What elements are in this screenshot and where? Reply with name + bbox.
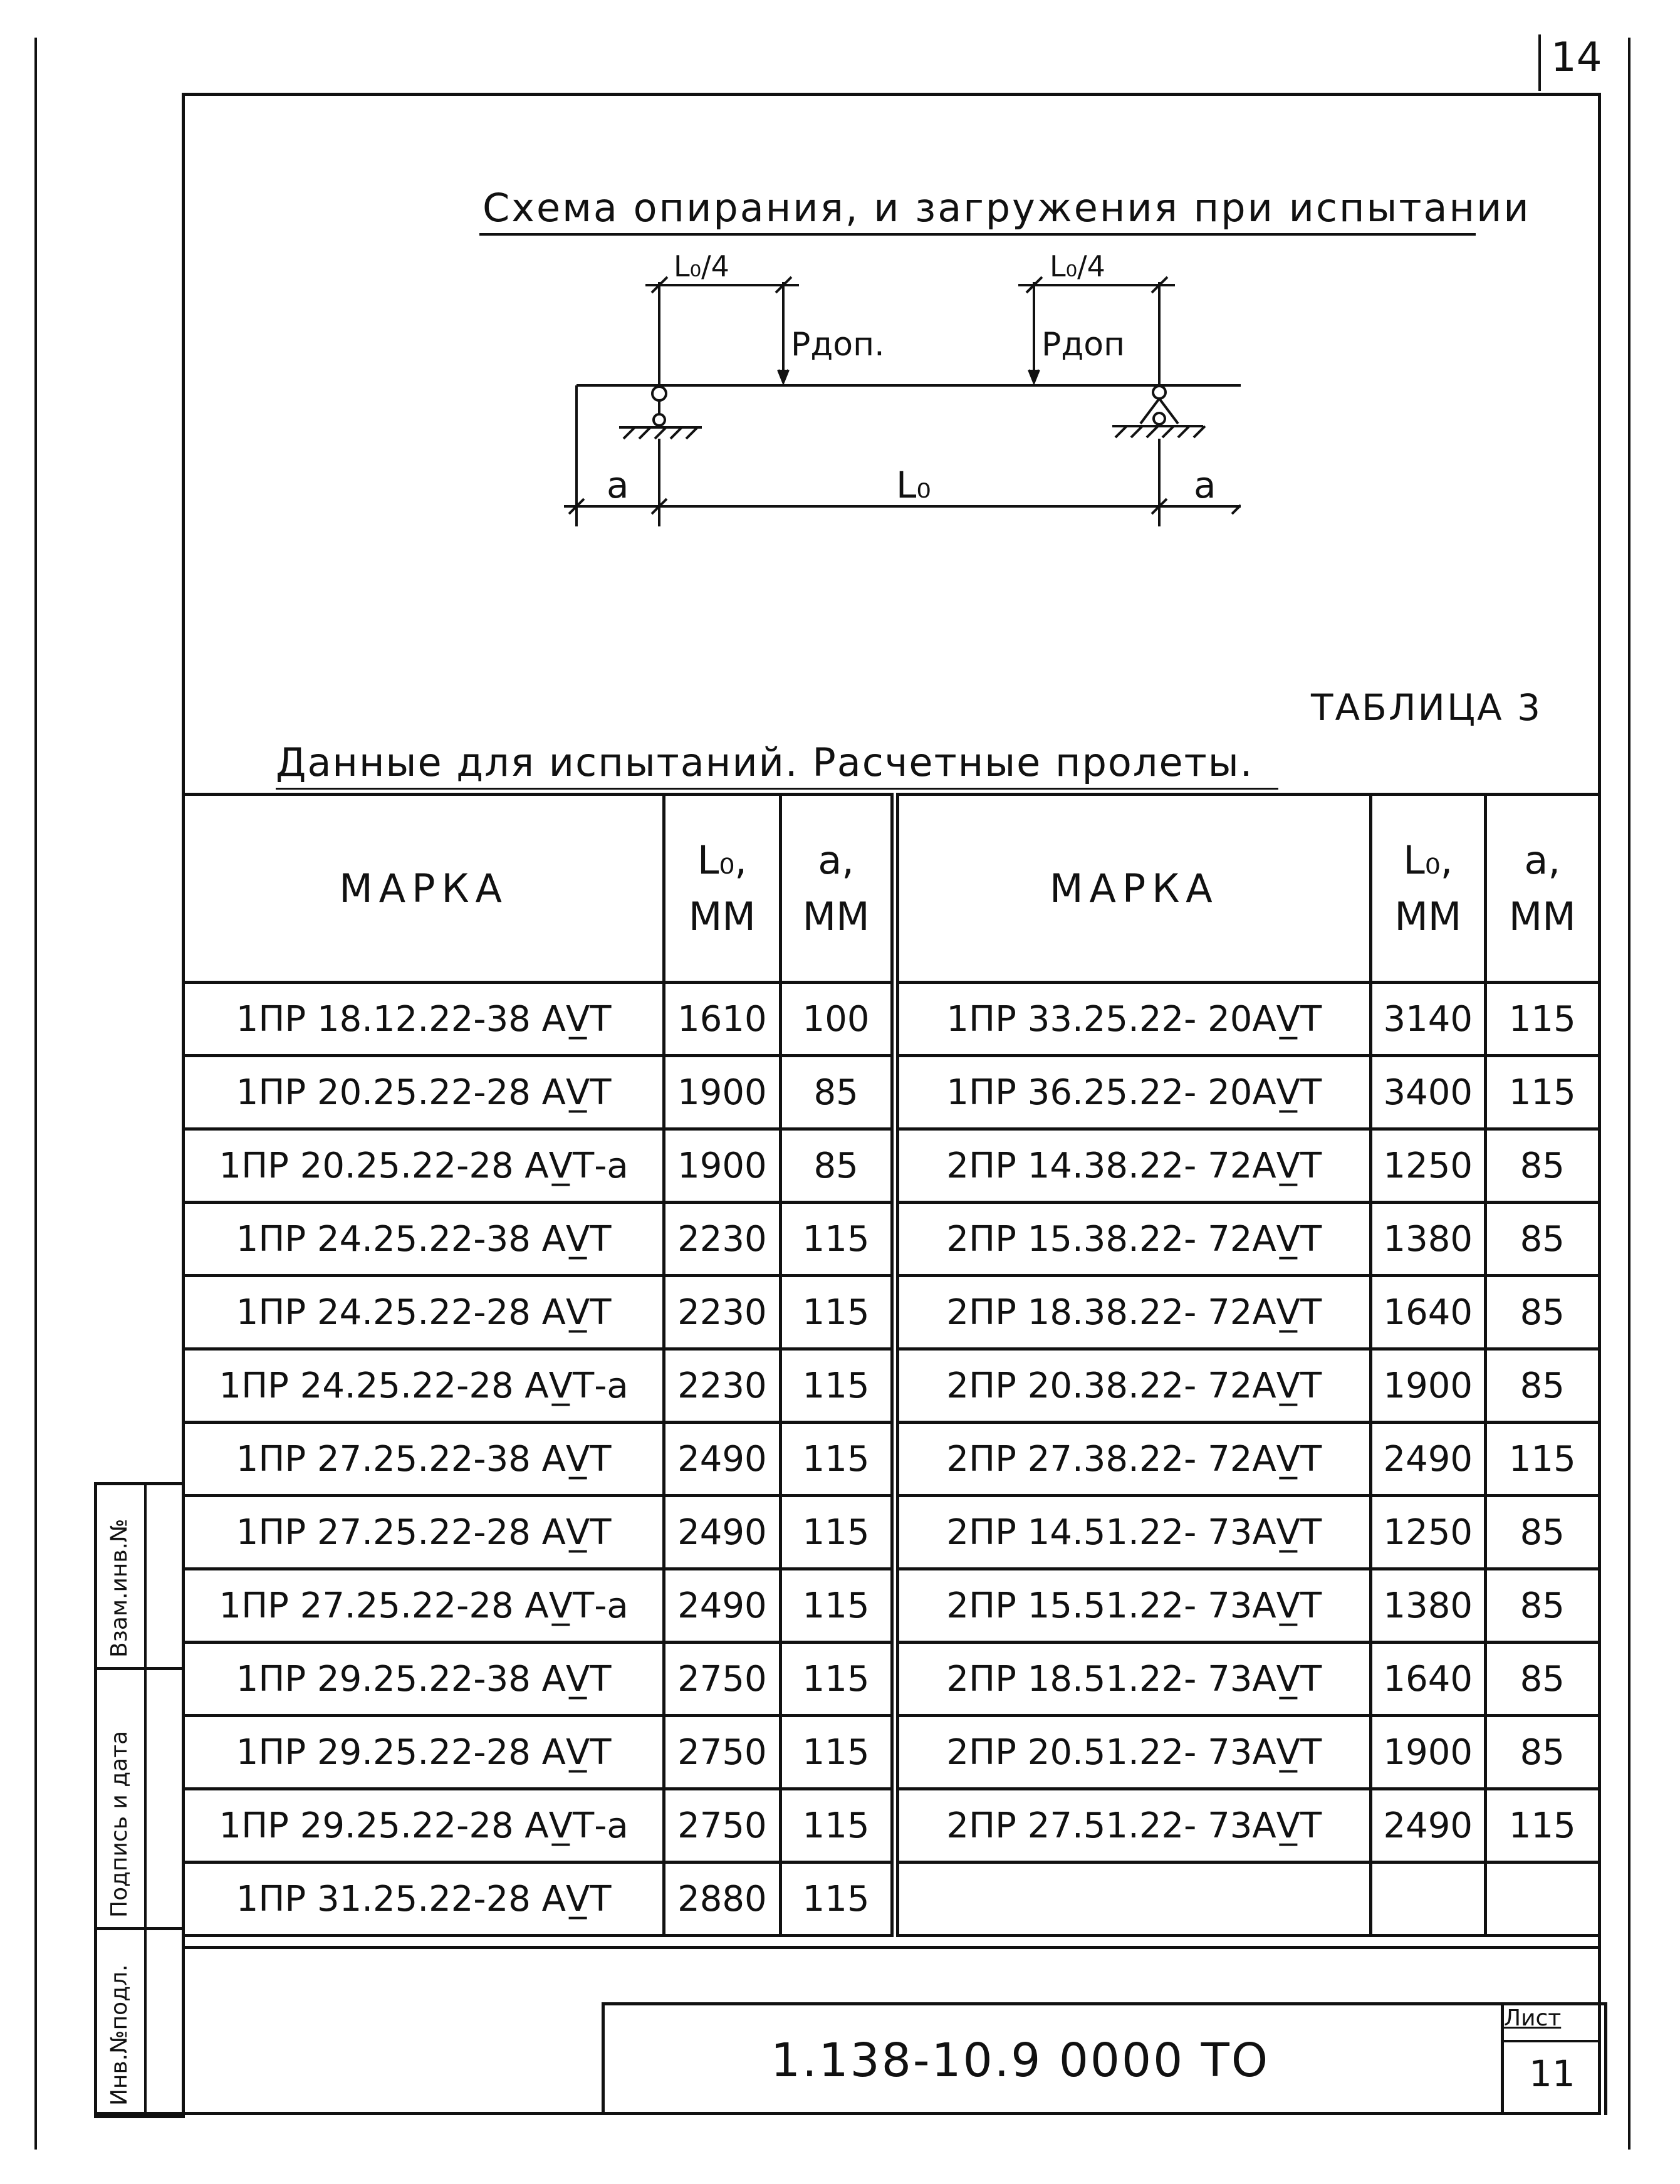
left-a-cell: 115 [780, 1863, 894, 1936]
left-l0-cell: 2750 [664, 1716, 780, 1789]
right-l0-cell: 1640 [1371, 1276, 1485, 1349]
page-number-divider [1538, 34, 1541, 91]
right-mark-cell [895, 1863, 1371, 1936]
right-a-cell: 85 [1485, 1569, 1599, 1643]
right-a-cell: 85 [1485, 1129, 1599, 1203]
stamp-divider-1 [94, 1667, 182, 1670]
right-margin-line [1628, 38, 1630, 2150]
right-l0-cell: 1900 [1371, 1349, 1485, 1423]
table-caption: Данные для испытаний. Расчетные пролеты. [276, 739, 1254, 785]
load-right-label: Pдоп [1041, 326, 1125, 363]
left-a-cell: 115 [780, 1349, 894, 1423]
right-mark-cell: 2ПР 14.38.22- 72АV̲Т [895, 1129, 1371, 1203]
left-l0-cell: 1900 [664, 1129, 780, 1203]
right-mark-cell: 2ПР 15.38.22- 72АV̲Т [895, 1203, 1371, 1276]
span-label: L₀ [896, 464, 931, 506]
left-mark-cell: 1ПР 18.12.22-38 АV̲Т [184, 983, 664, 1056]
table-row [184, 1056, 1600, 1129]
table-row [184, 1496, 1600, 1569]
right-a-cell [1485, 1863, 1599, 1936]
table-row [184, 1349, 1600, 1423]
right-support-icon [1112, 386, 1205, 437]
right-mark-cell: 2ПР 18.38.22- 72АV̲Т [895, 1276, 1371, 1349]
right-mark-cell: 2ПР 14.51.22- 73АV̲Т [895, 1496, 1371, 1569]
right-a-cell: 85 [1485, 1203, 1599, 1276]
table-row [184, 1716, 1600, 1789]
left-l0-cell: 2230 [664, 1349, 780, 1423]
load-offset-right-label: L₀/4 [1050, 249, 1105, 283]
left-mark-cell: 1ПР 24.25.22-28 АV̲Т-а [184, 1349, 664, 1423]
left-margin-line [34, 38, 37, 2150]
stamp-replace-inv: Взам.инв.№ [107, 1518, 132, 1658]
right-mark-cell: 2ПР 20.38.22- 72АV̲Т [895, 1349, 1371, 1423]
header-mark-right: МАРКА [895, 795, 1371, 983]
table-header-row [184, 795, 1600, 983]
left-a-cell: 115 [780, 1643, 894, 1716]
header-a-right: a, ММ [1485, 795, 1599, 983]
left-a-cell: 115 [780, 1716, 894, 1789]
document-code: 1.138-10.9 0000 ТО [771, 2034, 1270, 2087]
left-a-cell: 85 [780, 1129, 894, 1203]
left-l0-cell: 2750 [664, 1643, 780, 1716]
left-a-cell: 115 [780, 1203, 894, 1276]
right-a-cell: 115 [1485, 1056, 1599, 1129]
left-l0-cell: 2750 [664, 1789, 780, 1863]
right-l0-cell: 1900 [1371, 1716, 1485, 1789]
right-l0-cell: 3140 [1371, 983, 1485, 1056]
left-l0-cell: 2490 [664, 1423, 780, 1496]
left-mark-cell: 1ПР 24.25.22-38 АV̲Т [184, 1203, 664, 1276]
left-mark-cell: 1ПР 24.25.22-28 АV̲Т [184, 1276, 664, 1349]
right-l0-cell: 1380 [1371, 1203, 1485, 1276]
right-mark-cell: 2ПР 27.38.22- 72АV̲Т [895, 1423, 1371, 1496]
left-a-cell: 115 [780, 1423, 894, 1496]
right-a-cell: 85 [1485, 1716, 1599, 1789]
table-row [184, 1129, 1600, 1203]
header-mark-left: МАРКА [184, 795, 664, 983]
right-l0-cell: 1640 [1371, 1643, 1485, 1716]
overhang-left-label: a [607, 464, 629, 506]
sheet-box-divider [1501, 2040, 1601, 2042]
table-row [184, 1789, 1600, 1863]
right-mark-cell: 1ПР 33.25.22- 20АV̲Т [895, 983, 1371, 1056]
table-row [184, 1643, 1600, 1716]
left-l0-cell: 2490 [664, 1496, 780, 1569]
left-a-cell: 115 [780, 1276, 894, 1349]
left-mark-cell: 1ПР 29.25.22-28 АV̲Т [184, 1716, 664, 1789]
right-l0-cell: 1380 [1371, 1569, 1485, 1643]
left-support-icon [619, 387, 702, 439]
left-a-cell: 115 [780, 1569, 894, 1643]
right-mark-cell: 2ПР 27.51.22- 73АV̲Т [895, 1789, 1371, 1863]
left-mark-cell: 1ПР 29.25.22-38 АV̲Т [184, 1643, 664, 1716]
table-row [184, 1863, 1600, 1936]
right-l0-cell: 3400 [1371, 1056, 1485, 1129]
stamp-divider-2 [94, 1927, 182, 1930]
table-caption-underline [276, 788, 1278, 790]
overhang-right-label: a [1194, 464, 1216, 506]
page-number: 14 [1551, 34, 1602, 81]
stamp-signature-date: Подпись и дата [107, 1730, 132, 1918]
left-l0-cell: 2230 [664, 1276, 780, 1349]
stamp-inv-original: Инв.№подл. [107, 1964, 132, 2106]
right-a-cell: 85 [1485, 1349, 1599, 1423]
left-l0-cell: 2490 [664, 1569, 780, 1643]
table-row [184, 1423, 1600, 1496]
right-l0-cell: 1250 [1371, 1129, 1485, 1203]
left-a-cell: 115 [780, 1789, 894, 1863]
right-a-cell: 115 [1485, 983, 1599, 1056]
left-l0-cell: 2230 [664, 1203, 780, 1276]
left-mark-cell: 1ПР 27.25.22-28 АV̲Т-а [184, 1569, 664, 1643]
table-row [184, 983, 1600, 1056]
left-mark-cell: 1ПР 20.25.22-28 АV̲Т-а [184, 1129, 664, 1203]
right-mark-cell: 2ПР 18.51.22- 73АV̲Т [895, 1643, 1371, 1716]
load-left-label: Pдоп. [791, 326, 885, 363]
header-l0-left: L₀, ММ [664, 795, 780, 983]
title-block-top-line [182, 1946, 1601, 1949]
left-mark-cell: 1ПР 27.25.22-38 АV̲Т [184, 1423, 664, 1496]
left-a-cell: 85 [780, 1056, 894, 1129]
sheet-label: Лист [1504, 2005, 1562, 2031]
table-label: ТАБЛИЦА 3 [1311, 686, 1542, 729]
right-a-cell: 115 [1485, 1423, 1599, 1496]
right-mark-cell: 2ПР 15.51.22- 73АV̲Т [895, 1569, 1371, 1643]
table-row [184, 1203, 1600, 1276]
left-mark-cell: 1ПР 29.25.22-28 АV̲Т-а [184, 1789, 664, 1863]
left-l0-cell: 1900 [664, 1056, 780, 1129]
right-a-cell: 115 [1485, 1789, 1599, 1863]
right-l0-cell: 2490 [1371, 1789, 1485, 1863]
left-l0-cell: 1610 [664, 983, 780, 1056]
right-l0-cell: 2490 [1371, 1423, 1485, 1496]
stamp-inner-line [144, 1482, 147, 2112]
scheme-title-underline [479, 233, 1476, 236]
left-a-cell: 100 [780, 983, 894, 1056]
left-mark-cell: 1ПР 27.25.22-28 АV̲Т [184, 1496, 664, 1569]
sheet-number: 11 [1529, 2052, 1575, 2095]
right-a-cell: 85 [1485, 1643, 1599, 1716]
header-l0-right: L₀, ММ [1371, 795, 1485, 983]
test-data-table [182, 793, 1601, 1937]
right-mark-cell: 1ПР 36.25.22- 20АV̲Т [895, 1056, 1371, 1129]
table-row [184, 1569, 1600, 1643]
left-a-cell: 115 [780, 1496, 894, 1569]
left-l0-cell: 2880 [664, 1863, 780, 1936]
table-row [184, 1276, 1600, 1349]
right-mark-cell: 2ПР 20.51.22- 73АV̲Т [895, 1716, 1371, 1789]
scheme-title: Схема опирания, и загружения при испытании [483, 185, 1531, 231]
left-mark-cell: 1ПР 20.25.22-28 АV̲Т [184, 1056, 664, 1129]
right-l0-cell [1371, 1863, 1485, 1936]
stamp-divider [94, 1482, 97, 2112]
left-mark-cell: 1ПР 31.25.22-28 АV̲Т [184, 1863, 664, 1936]
right-a-cell: 85 [1485, 1276, 1599, 1349]
right-l0-cell: 1250 [1371, 1496, 1485, 1569]
load-offset-left-label: L₀/4 [674, 249, 729, 283]
right-a-cell: 85 [1485, 1496, 1599, 1569]
frame-top [182, 93, 1601, 96]
header-a-left: a, ММ [780, 795, 894, 983]
